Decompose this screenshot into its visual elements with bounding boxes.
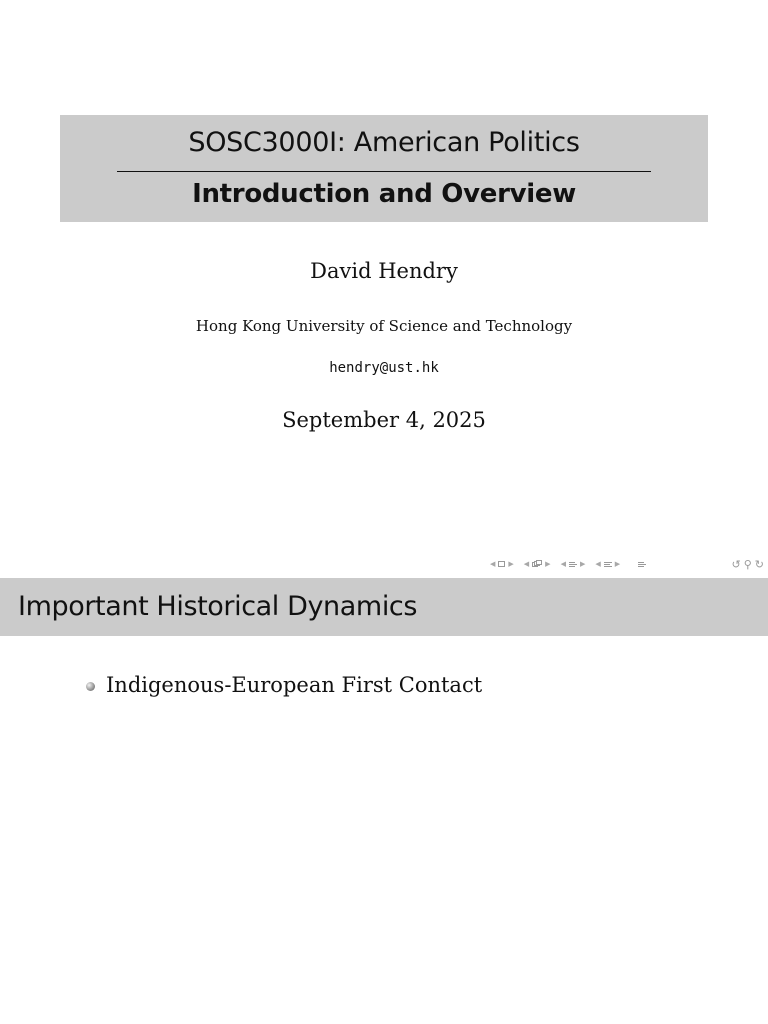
author-email: hendry@ust.hk	[329, 360, 439, 376]
frame-prev-arrow-icon[interactable]: ◀	[523, 560, 530, 568]
title-divider	[117, 171, 651, 172]
forward-icon[interactable]: ↻	[754, 557, 764, 571]
subsection-nav-group	[561, 560, 586, 568]
bullet-list	[86, 673, 482, 697]
frame-title-bar	[0, 578, 768, 636]
nav-tools-group	[732, 558, 765, 571]
back-icon[interactable]: ↺	[731, 557, 741, 571]
nav-next-arrow-icon[interactable]: ▶	[508, 560, 514, 568]
title-block	[60, 115, 708, 222]
beamer-navigation-bar	[490, 557, 764, 571]
section-next-arrow-icon[interactable]: ▶	[614, 560, 621, 568]
section-icon[interactable]	[604, 562, 612, 567]
presentation-subtitle: Introduction and Overview	[192, 179, 576, 209]
list-item	[86, 673, 482, 697]
bullet-text: Indigenous-European First Contact	[106, 673, 483, 697]
presentation-date: September 4, 2025	[282, 408, 486, 432]
slide-icon[interactable]	[498, 561, 505, 567]
frame-title: Important Historical Dynamics	[18, 591, 418, 622]
document-icon[interactable]	[638, 562, 646, 567]
frame-nav-group	[524, 560, 551, 568]
subsection-next-arrow-icon[interactable]: ▶	[579, 560, 586, 568]
section-prev-arrow-icon[interactable]: ◀	[595, 560, 601, 568]
institute-name: Hong Kong University of Science and Technology	[195, 317, 573, 335]
search-icon[interactable]: ⚲	[743, 557, 752, 571]
presentation-title: SOSC3000I: American Politics	[188, 127, 580, 158]
document-nav-group	[638, 562, 646, 567]
subsection-prev-arrow-icon[interactable]: ◀	[560, 560, 566, 568]
frame-next-arrow-icon[interactable]: ▶	[545, 560, 551, 568]
slide-nav-group	[490, 560, 514, 568]
nav-prev-arrow-icon[interactable]: ◀	[490, 560, 496, 568]
bullet-ball-icon	[86, 682, 95, 691]
section-nav-group	[595, 560, 620, 568]
author-name: David Hendry	[310, 259, 458, 283]
frame-icon[interactable]	[532, 560, 542, 568]
subsection-icon[interactable]	[569, 562, 577, 567]
